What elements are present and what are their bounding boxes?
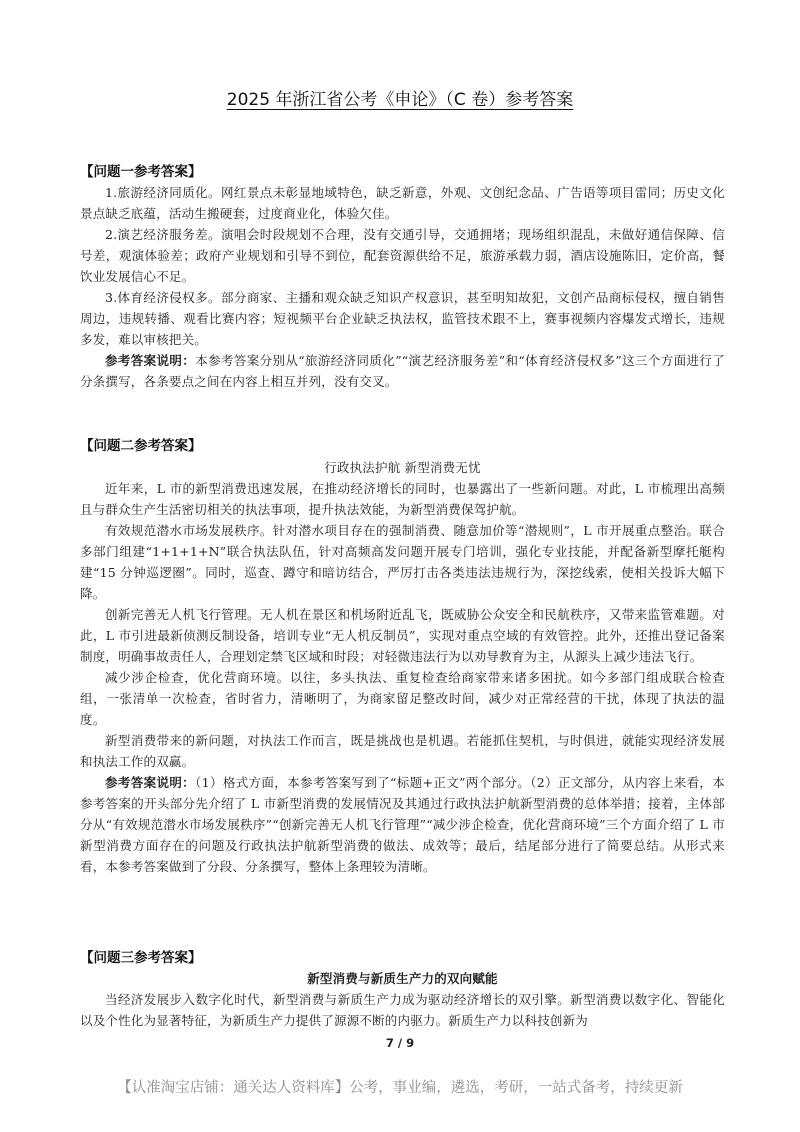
q2-answer-block [80, 457, 725, 877]
section-heading-q1: 【问题一参考答案】 [80, 164, 202, 180]
paragraph: 新型消费带来的新问题，对执法工作而言，既是挑战也是机遇。若能抓住契机，与时俱进，就能实现经济发展和执法工作的双赢。 [80, 733, 725, 769]
note-label: 参考答案说明： [105, 353, 196, 368]
essay-title: 行政执法护航 新型消费无忧 [324, 460, 481, 475]
page-title: 2025 年浙江省公考《申论》（C 卷）参考答案 [226, 90, 574, 110]
paragraph: 近年来，L 市的新型消费迅速发展，在推动经济增长的同时，也暴露出了一些新问题。对此，L 市梳理出高频且与群众生产生活密切相关的执法事项，提升执法效能，为新型消费保驾护航。 [80, 481, 725, 517]
paragraph: 创新完善无人机飞行管理。无人机在景区和机场附近乱飞，既威胁公众安全和民航秩序，又带来监管难题。对此，L 市引进最新侦测反制设备，培训专业“无人机反制员”，实现对重点空域的有效管控。此外，还推出登记备案制度，明确事故责任人，合理划定禁飞区域和时段；对轻微违法行为以劝导教育为主，从源头上减少违法飞行。 [80, 607, 725, 664]
paragraph: 1.旅游经济同质化。网红景点未彰显地域特色，缺乏新意，外观、文创纪念品、广告语等项目雷同；历史文化景点缺乏底蕴，活动生搬硬套，过度商业化，体验欠佳。 [80, 185, 725, 221]
page-number: 7 / 9 [385, 1036, 415, 1050]
q1-answer-block [80, 182, 725, 392]
paragraph: 减少涉企检查，优化营商环境。以往，多头执法、重复检查给商家带来诸多困扰。如今多部门组成联合检查组，一张清单一次检查，省时省力，清晰明了，为商家留足整改时间，减少对正常经营的干扰，体现了执法的温度。 [80, 670, 725, 727]
essay-title: 新型消费与新质生产力的双向赋能 [307, 971, 498, 986]
paragraph: 当经济发展步入数字化时代，新型消费与新质生产力成为驱动经济增长的双引擎。新型消费以数字化、智能化以及个性化为显著特征，为新质生产力提供了源源不断的内驱力。新质生产力以科技创新为 [80, 992, 725, 1028]
q3-answer-block [80, 968, 725, 1031]
paragraph: 3.体育经济侵权多。部分商家、主播和观众缺乏知识产权意识，甚至明知故犯，文创产品商标侵权，擅自销售周边，违规转播、观看比赛内容；短视频平台企业缺乏执法权，监管技术跟不上，赛事视频内容爆发式增长，违规多发，难以审核把关。 [80, 290, 725, 347]
paragraph: 2.演艺经济服务差。演唱会时段规划不合理，没有交通引导，交通拥堵；现场组织混乱，未做好通信保障、信号差，观演体验差；政府产业规划和引导不到位，配套资源供给不足，旅游承载力弱，酒店设施陈旧，定价高，餐饮业发展信心不足。 [80, 227, 725, 284]
footer-watermark: 【认准淘宝店铺：通关达人资料库】公考，事业编，遴选，考研，一站式备考，持续更新 [117, 1080, 683, 1096]
section-heading-q2: 【问题二参考答案】 [80, 438, 202, 454]
answer-note [80, 350, 725, 392]
note-text: 本参考答案分别从“旅游经济同质化”“演艺经济服务差”和“体育经济侵权多”这三个方面进行了分条撰写，各条要点之间在内容上相互并列，没有交叉。 [80, 353, 725, 389]
section-heading-q3: 【问题三参考答案】 [80, 950, 202, 966]
paragraph: 有效规范潜水市场发展秩序。针对潜水项目存在的强制消费、随意加价等“潜规则”，L 市开展重点整治。联合多部门组建“1+1+1+N”联合执法队伍，针对高频高发问题开展专门培训，强化专业技能，并配备新型摩托艇构建“15 分钟巡逻圈”。同时，巡查、蹲守和暗访结合，严厉打击各类违法违规行为，深挖线索，使相关投诉大幅下降。 [80, 523, 725, 601]
note-text: （1）格式方面，本参考答案写到了“标题+正文”两个部分。（2）正文部分，从内容上来看，本参考答案的开头部分先介绍了 L 市新型消费的发展情况及其通过行政执法护航新型消费的总体举措；接着，主体部分从“有效规范潜水市场发展秩序”“创新完善无人机飞行管理”“减少涉企检查，优化营商环境”三个方面介绍了 L 市新型消费方面存在的问题及行政执法护航新型消费的做法、成效等；最后，结尾部分进行了简要总结。从形式来看，本参考答案做到了分段、分条撰写，整体上条理较为清晰。 [80, 775, 725, 874]
answer-note [80, 772, 725, 877]
note-label: 参考答案说明： [105, 775, 196, 790]
